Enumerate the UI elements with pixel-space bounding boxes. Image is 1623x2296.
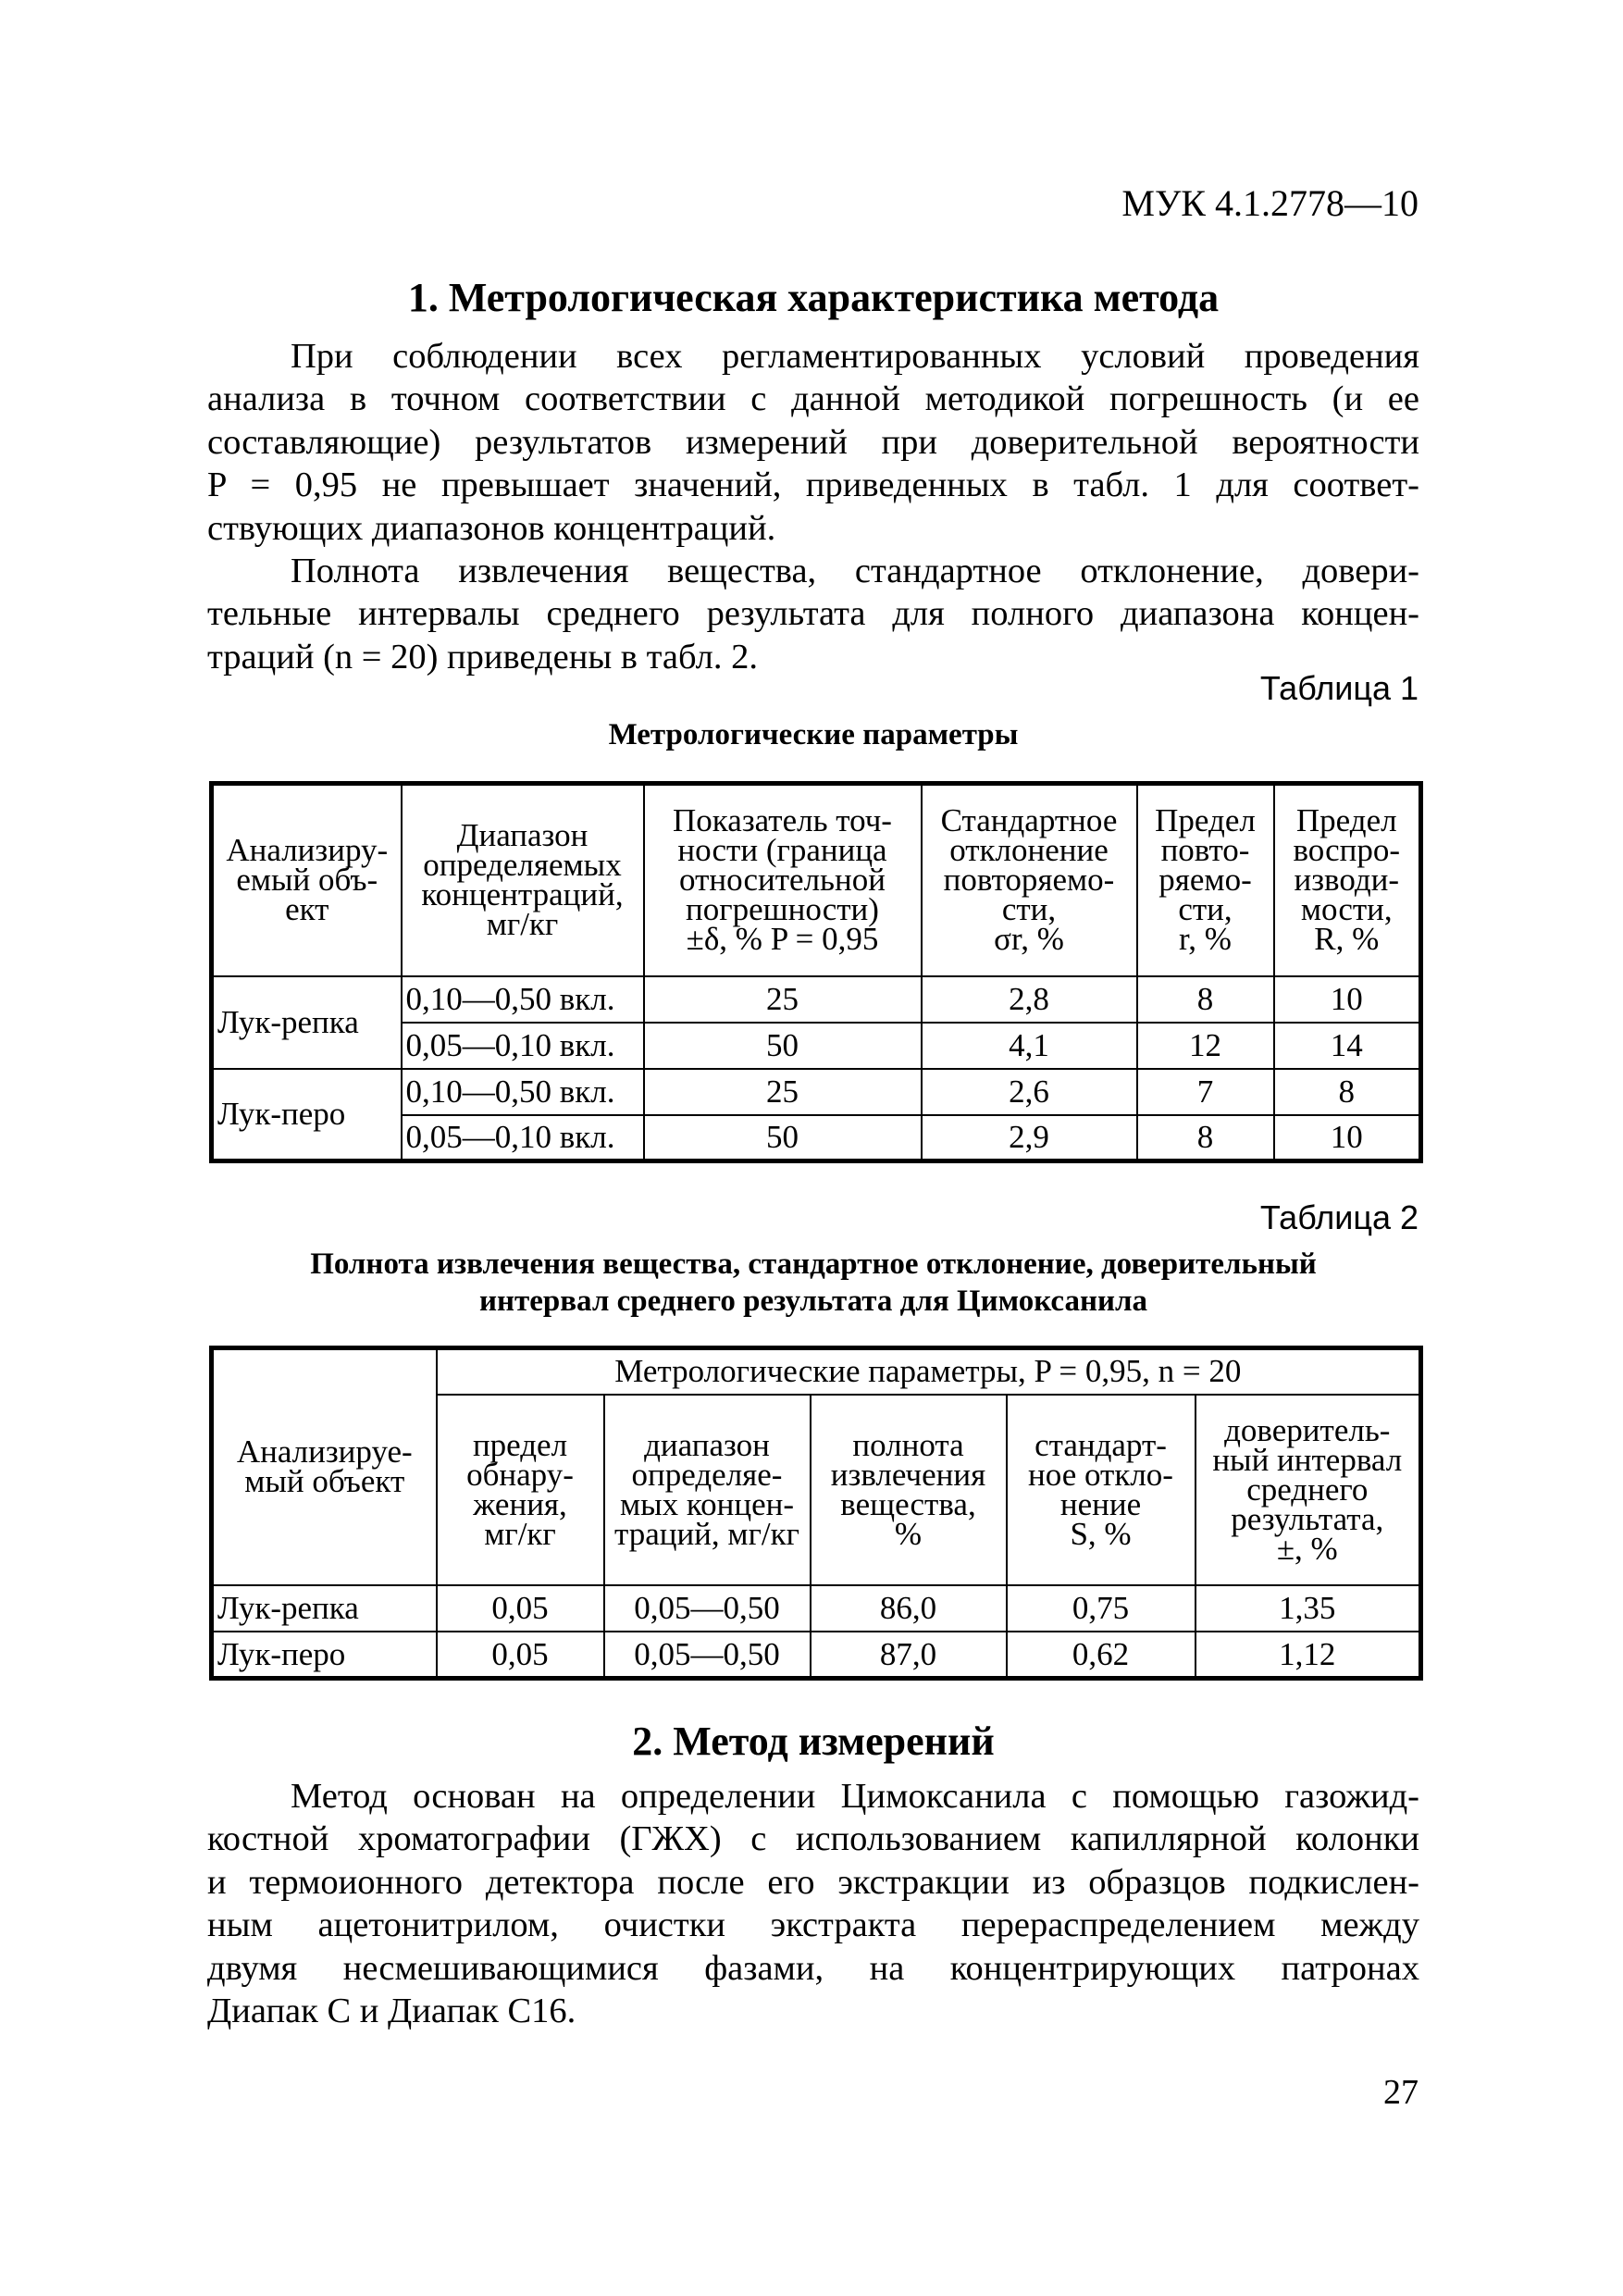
table-1-title: Метрологические параметры bbox=[608, 718, 1019, 751]
text-line: костной хроматографии (ГЖХ) с использованием капиллярной колонки bbox=[207, 1819, 1419, 1859]
recovery-cell: 86,0 bbox=[811, 1585, 1007, 1632]
delta-cell: 25 bbox=[644, 976, 922, 1023]
R-cell: 10 bbox=[1274, 1115, 1421, 1161]
text-line: При соблюдении всех регламентированных условий проведения bbox=[291, 337, 1419, 376]
lod-cell: 0,05 bbox=[437, 1632, 604, 1678]
table-1-header-cell: Стандартное отклонение повторяемо- сти, σr, % bbox=[922, 784, 1137, 976]
ci-cell: 1,12 bbox=[1196, 1632, 1421, 1678]
table-row bbox=[212, 1069, 1421, 1115]
table-2-header-cell: доверитель- ный интервал среднего результата, ±, % bbox=[1196, 1395, 1421, 1585]
section-1-paragraph-2 bbox=[207, 550, 1419, 678]
table-row bbox=[212, 1585, 1421, 1632]
sigma-cell: 4,1 bbox=[922, 1023, 1137, 1069]
sigma-cell: 2,9 bbox=[922, 1115, 1137, 1161]
delta-cell: 50 bbox=[644, 1115, 922, 1161]
table-1-number: Таблица 1 bbox=[1259, 669, 1419, 707]
table-1-header-cell: Анализиру- емый объ- ект bbox=[212, 784, 402, 976]
r-cell: 7 bbox=[1137, 1069, 1274, 1115]
text-line: анализа в точном соответствии с данной методикой погрешность (и ее bbox=[207, 379, 1419, 419]
recovery-cell: 87,0 bbox=[811, 1632, 1007, 1678]
table-2 bbox=[209, 1346, 1423, 1681]
range-cell: 0,05—0,50 bbox=[604, 1585, 811, 1632]
range-cell: 0,05—0,10 вкл. bbox=[402, 1115, 644, 1161]
text-line: ствующих диапазонов концентраций. bbox=[207, 508, 776, 548]
table-2-number: Таблица 2 bbox=[1259, 1198, 1419, 1236]
sigma-cell: 2,8 bbox=[922, 976, 1137, 1023]
r-cell: 8 bbox=[1137, 976, 1274, 1023]
sd-cell: 0,75 bbox=[1007, 1585, 1196, 1632]
table-2-header-cell: диапазон определяе- мых концен- траций, мг/кг bbox=[604, 1395, 811, 1585]
text-line: Полнота извлечения вещества, стандартное отклонение, довери- bbox=[291, 552, 1419, 590]
table-2-header-cell: стандарт- ное откло- нение S, % bbox=[1007, 1395, 1196, 1585]
document-code: МУК 4.1.2778—10 bbox=[1121, 182, 1419, 224]
ci-cell: 1,35 bbox=[1196, 1585, 1421, 1632]
table-row bbox=[212, 976, 1421, 1023]
table-2-header-cell: полнота извлечения вещества, % bbox=[811, 1395, 1007, 1585]
section-2-paragraph-1 bbox=[207, 1775, 1419, 2032]
page-number: 27 bbox=[1383, 2073, 1419, 2112]
delta-cell: 50 bbox=[644, 1023, 922, 1069]
table-2-title-line: Полнота извлечения вещества, стандартное отклонение, доверительный bbox=[310, 1247, 1317, 1281]
R-cell: 14 bbox=[1274, 1023, 1421, 1069]
table-1-header-cell: Диапазон определяемых концентраций, мг/кг bbox=[402, 784, 644, 976]
table-1-header-cell: Показатель точ- ности (граница относительной погрешности) ±δ, % P = 0,95 bbox=[644, 784, 922, 976]
object-cell: Лук-репка bbox=[212, 976, 402, 1069]
sd-cell: 0,62 bbox=[1007, 1632, 1196, 1678]
table-2-group-header: Метрологические параметры, P = 0,95, n = 20 bbox=[437, 1348, 1421, 1395]
section-2-title: 2. Метод измерений bbox=[632, 1719, 995, 1764]
table-2-title bbox=[207, 1246, 1419, 1320]
table-2-header-cell: Анализируе- мый объект bbox=[212, 1348, 437, 1585]
r-cell: 8 bbox=[1137, 1115, 1274, 1161]
text-line: траций (n = 20) приведены в табл. 2. bbox=[207, 637, 758, 676]
section-1-title: 1. Метрологическая характеристика метода bbox=[407, 275, 1220, 320]
range-cell: 0,05—0,50 bbox=[604, 1632, 811, 1678]
text-line: Диапак С и Диапак С16. bbox=[207, 1992, 576, 2031]
table-1-header-cell: Предел повто- ряемо- сти, r, % bbox=[1137, 784, 1274, 976]
r-cell: 12 bbox=[1137, 1023, 1274, 1069]
table-2-header-cell: предел обнару- жения, мг/кг bbox=[437, 1395, 604, 1585]
object-cell: Лук-перо bbox=[212, 1632, 437, 1678]
range-cell: 0,10—0,50 вкл. bbox=[402, 976, 644, 1023]
sigma-cell: 2,6 bbox=[922, 1069, 1137, 1115]
table-1 bbox=[209, 781, 1423, 1163]
text-line: составляющие) результатов измерений при доверительной вероятности bbox=[207, 422, 1419, 462]
section-1-paragraph-1 bbox=[207, 335, 1419, 550]
object-cell: Лук-репка bbox=[212, 1585, 437, 1632]
table-2-title-line: интервал среднего результата для Цимоксанила bbox=[479, 1285, 1147, 1318]
lod-cell: 0,05 bbox=[437, 1585, 604, 1632]
text-line: Метод основан на определении Цимоксанила с помощью газожид- bbox=[291, 1777, 1419, 1816]
R-cell: 10 bbox=[1274, 976, 1421, 1023]
table-2-group-header-row bbox=[212, 1348, 1421, 1395]
table-1-header-row bbox=[212, 784, 1421, 976]
text-line: тельные интервалы среднего результата для полного диапазона концен- bbox=[207, 594, 1419, 634]
range-cell: 0,10—0,50 вкл. bbox=[402, 1069, 644, 1115]
text-line: двумя несмешивающимися фазами, на концентрирующих патронах bbox=[207, 1948, 1419, 1988]
text-line: и термоионного детектора после его экстракции из образцов подкислен- bbox=[207, 1862, 1419, 1902]
table-row bbox=[212, 1632, 1421, 1678]
R-cell: 8 bbox=[1274, 1069, 1421, 1115]
range-cell: 0,05—0,10 вкл. bbox=[402, 1023, 644, 1069]
text-line: ным ацетонитрилом, очистки экстракта перераспределением между bbox=[207, 1905, 1419, 1945]
table-1-header-cell: Предел воспро- изводи- мости, R, % bbox=[1274, 784, 1421, 976]
object-cell: Лук-перо bbox=[212, 1069, 402, 1161]
delta-cell: 25 bbox=[644, 1069, 922, 1115]
text-line: P = 0,95 не превышает значений, приведенных в табл. 1 для соответ- bbox=[207, 465, 1419, 505]
